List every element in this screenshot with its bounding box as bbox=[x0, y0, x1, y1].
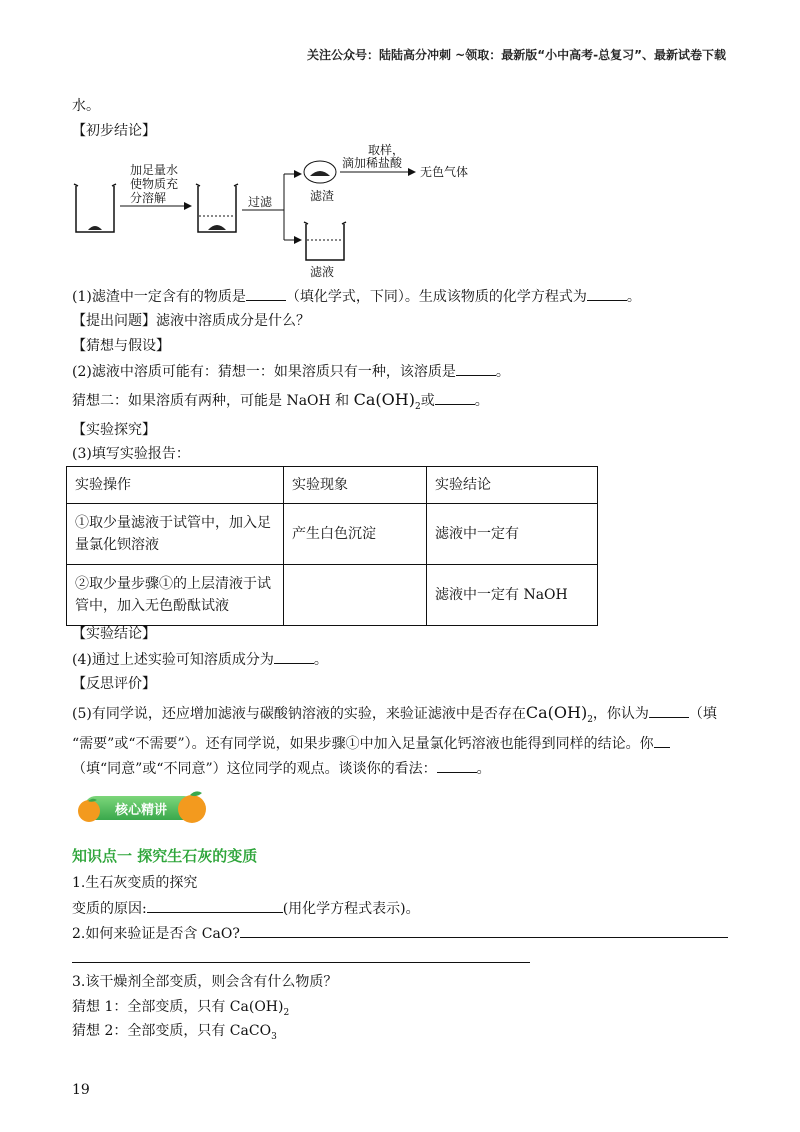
page-header: 关注公众号：陆陆高分冲刺 ~领取：最新版“小中高考-总复习”、最新试卷下载 bbox=[307, 48, 726, 62]
table-header: 实验结论 bbox=[427, 467, 598, 504]
report-table bbox=[66, 466, 598, 626]
question-1: (1)滤渣中一定含有的物质是 （填化学式，下同）。生成该物质的化学方程式为 。 bbox=[72, 286, 641, 307]
svg-text:滤渣: 滤渣 bbox=[310, 189, 335, 203]
section-heading: 【初步结论】 bbox=[72, 123, 156, 139]
svg-text:滴加稀盐酸: 滴加稀盐酸 bbox=[342, 156, 403, 170]
formula: $Ca(OH)_2$ bbox=[353, 390, 421, 413]
beaker-icon bbox=[74, 184, 116, 232]
hypothesis-2: 猜想二：如果溶质有两种，可能是 NaOH 和 $Ca(OH)_2$或 。 bbox=[72, 390, 489, 413]
svg-text:滤液: 滤液 bbox=[310, 265, 335, 279]
table-row bbox=[67, 504, 598, 565]
beaker-icon bbox=[304, 222, 346, 260]
answer-blank[interactable] bbox=[587, 286, 627, 301]
text-line: 猜想 1：全部变质，只有 $Ca(OH)_2$ bbox=[72, 999, 290, 1018]
question-5-cont: “需要”或“不需要”）。还有同学说，如果步骤①中加入足量氯化钙溶液也能得到同样的结论。你 bbox=[72, 733, 670, 754]
section-heading: 【实验结论】 bbox=[72, 626, 156, 642]
table-header-row bbox=[67, 467, 598, 504]
experiment-diagram bbox=[72, 140, 492, 280]
section-heading: 【实验探究】 bbox=[72, 422, 156, 438]
svg-text:过滤: 过滤 bbox=[248, 195, 273, 209]
solid-particles-icon bbox=[88, 226, 102, 230]
table-cell: ②取少量步骤①的上层清液于试 管中，加入无色酚酞试液 bbox=[67, 565, 284, 626]
section-heading: 【提出问题】滤液中溶质成分是什么？ bbox=[72, 313, 310, 329]
text-line: 3.该干燥剂全部变质，则会含有什么物质？ bbox=[72, 974, 338, 990]
answer-blank[interactable] bbox=[654, 733, 670, 748]
question-5-cont: （填“同意”或“不同意”）这位同学的观点。谈谈你的看法： 。 bbox=[72, 758, 491, 779]
table-row bbox=[67, 565, 598, 626]
answer-blank[interactable] bbox=[437, 758, 477, 773]
table-cell: ①取少量滤液于试管中，加入足 量氯化钡溶液 bbox=[67, 504, 284, 565]
beaker-icon bbox=[196, 184, 238, 232]
text-line: 猜想 2：全部变质，只有 CaCO$_3$ bbox=[72, 1023, 277, 1042]
svg-text:无色气体: 无色气体 bbox=[420, 165, 469, 179]
answer-blank[interactable] bbox=[274, 649, 314, 664]
question-2: (2)滤液中溶质可能有：猜想一：如果溶质只有一种，该溶质是 。 bbox=[72, 361, 510, 382]
answer-blank[interactable] bbox=[435, 390, 475, 405]
svg-text:使物质充: 使物质充 bbox=[130, 177, 179, 191]
text-line: 1.生石灰变质的探究 bbox=[72, 875, 198, 891]
table-cell: 产生白色沉淀 bbox=[284, 504, 427, 565]
formula: $Ca(OH)_2$ bbox=[525, 703, 593, 726]
answer-blank[interactable] bbox=[246, 286, 286, 301]
text-line: 2.如何来验证是否含 CaO? bbox=[72, 923, 728, 944]
answer-line[interactable] bbox=[72, 962, 530, 963]
text-line: 变质的原因: (用化学方程式表示)。 bbox=[72, 898, 420, 919]
svg-text:分溶解: 分溶解 bbox=[130, 191, 167, 205]
table-cell: 滤液中一定有 NaOH bbox=[427, 565, 598, 626]
answer-blank[interactable] bbox=[456, 361, 496, 376]
badge-label: 核心精讲 bbox=[114, 803, 167, 818]
table-cell bbox=[284, 565, 427, 626]
table-header: 实验操作 bbox=[67, 467, 284, 504]
answer-blank[interactable] bbox=[240, 923, 728, 938]
question-5: (5)有同学说，还应增加滤液与碳酸钠溶液的实验，来验证滤液中是否存在$Ca(OH)_2$，你认为 （填 bbox=[72, 703, 717, 726]
question-4: (4)通过上述实验可知溶质成分为 。 bbox=[72, 649, 328, 670]
page-number: 19 bbox=[72, 1082, 90, 1098]
knowledge-title: 知识点一 探究生石灰的变质 bbox=[72, 847, 258, 865]
answer-blank[interactable] bbox=[147, 898, 283, 913]
text-line: (3)填写实验报告： bbox=[72, 446, 190, 462]
section-heading: 【猜想与假设】 bbox=[72, 338, 170, 354]
table-header: 实验现象 bbox=[284, 467, 427, 504]
answer-blank[interactable] bbox=[649, 703, 689, 718]
svg-text:取样，: 取样， bbox=[368, 143, 405, 157]
section-heading: 【反思评价】 bbox=[72, 676, 156, 692]
text-line: 水。 bbox=[72, 98, 100, 114]
table-cell: 滤液中一定有 bbox=[427, 504, 598, 565]
core-badge bbox=[76, 787, 206, 827]
svg-text:加足量水: 加足量水 bbox=[130, 163, 179, 177]
